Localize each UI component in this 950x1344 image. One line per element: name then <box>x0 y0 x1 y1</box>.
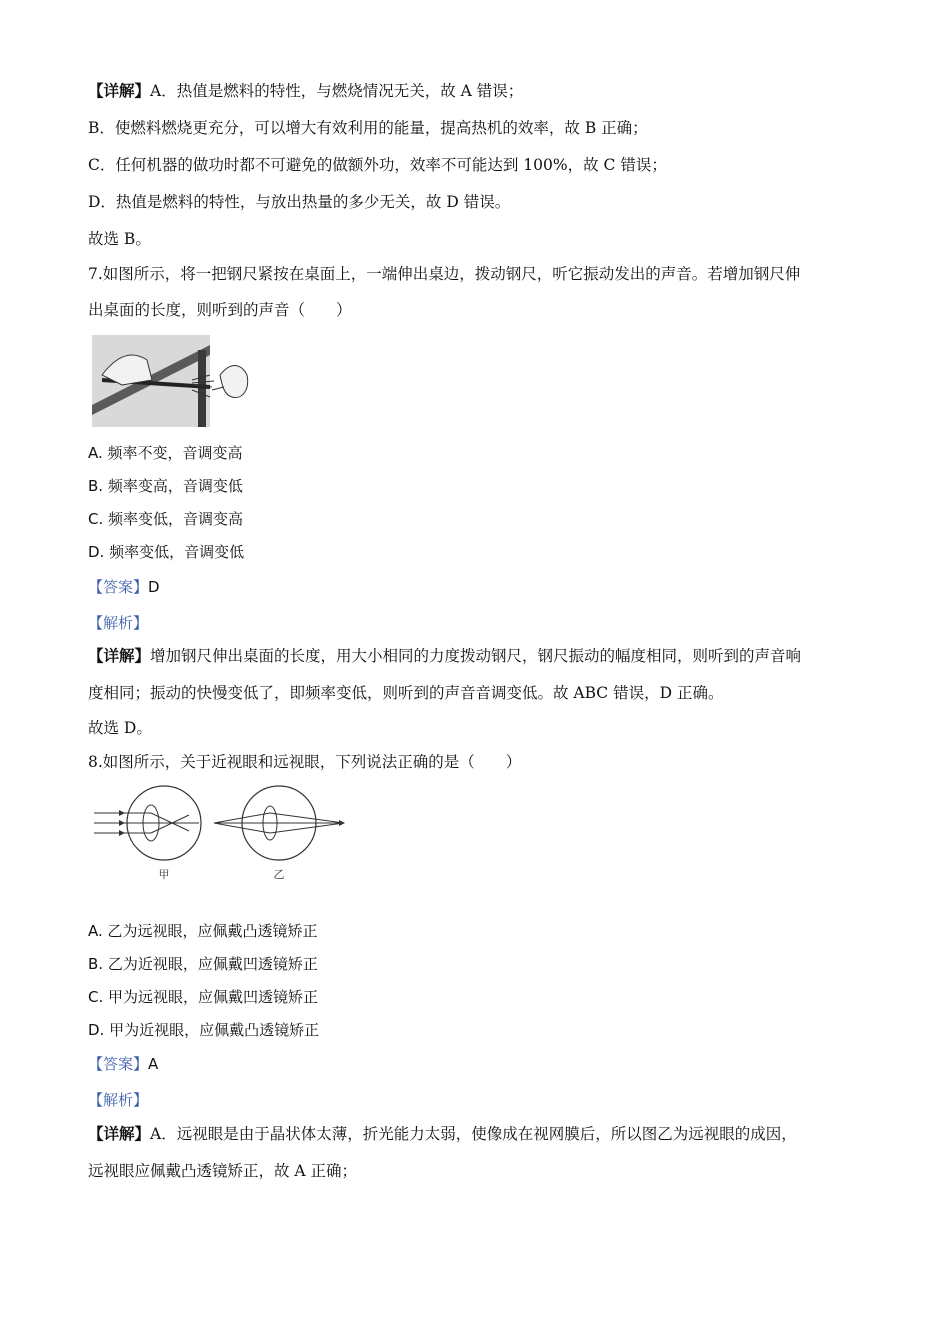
detail-text: 增加钢尺伸出桌面的长度，用大小相同的力度拨动钢尺，钢尺振动的幅度相同，则听到的声音响 <box>150 647 802 665</box>
detail-text: A．远视眼是由于晶状体太薄，折光能力太弱，使像成在视网膜后，所以图乙为远视眼的成因， <box>150 1125 797 1143</box>
q8-option-c: C. 甲为远视眼，应佩戴凹透镜矫正 <box>88 988 319 1006</box>
q8-analysis-tag: 【解析】 <box>88 1091 149 1109</box>
q7-analysis-tag: 【解析】 <box>88 614 149 632</box>
arrow-head <box>339 820 345 826</box>
prev-detail-b: B．使燃料燃烧更充分，可以增大有效利用的能量，提高热机的效率，故 B 正确； <box>88 119 648 137</box>
arrow-head <box>119 820 125 826</box>
eye-diagram-figure <box>94 783 354 883</box>
arrow-head <box>119 810 125 816</box>
ray <box>151 813 189 831</box>
ray <box>270 823 344 833</box>
ruler-table-figure <box>92 335 257 427</box>
q8-answer <box>88 1053 158 1075</box>
q8-option-d: D. 甲为近视眼，应佩戴凸透镜矫正 <box>88 1021 320 1039</box>
detail-text: A．热值是燃料的特性，与燃烧情况无关，故 A 错误； <box>150 82 524 100</box>
q7-conclusion: 故选 D。 <box>88 719 152 737</box>
q7-detail-line1 <box>88 645 801 667</box>
q8-detail-line2: 远视眼应佩戴凸透镜矫正，故 A 正确； <box>88 1162 358 1180</box>
q7-option-a: A. 频率不变，音调变高 <box>88 444 243 462</box>
arrow-head <box>119 830 125 836</box>
q8-option-b: B. 乙为近视眼，应佩戴凹透镜矫正 <box>88 955 318 973</box>
q7-option-c: C. 频率变低，音调变高 <box>88 510 244 528</box>
q7-detail-line2: 度相同；振动的快慢变低了，即频率变低，则听到的声音音调变低。故 ABC 错误，D 正确。 <box>88 684 724 702</box>
answer-value: D <box>148 578 160 596</box>
q7-option-b: B. 频率变高，音调变低 <box>88 477 243 495</box>
q8-option-a: A. 乙为远视眼，应佩戴凸透镜矫正 <box>88 922 318 940</box>
q7-option-d: D. 频率变低，音调变低 <box>88 543 245 561</box>
ray <box>270 813 344 823</box>
fig-label-jia: 甲 <box>158 868 170 881</box>
prev-detail-d: D．热值是燃料的特性，与放出热量的多少无关，故 D 错误。 <box>88 193 511 211</box>
answer-tag: 【答案】 <box>88 1055 149 1073</box>
fig-label-yi: 乙 <box>273 868 285 881</box>
detail-tag: 【详解】 <box>88 81 151 100</box>
detail-tag: 【详解】 <box>88 646 151 665</box>
prev-detail-a <box>88 80 523 102</box>
finger-pluck <box>212 387 224 390</box>
answer-tag: 【答案】 <box>88 578 149 596</box>
prev-detail-c: C．任何机器的做功时都不可避免的做额外功，效率不可能达到 100%，故 C 错误； <box>88 156 667 174</box>
q8-stem: 8.如图所示，关于近视眼和远视眼，下列说法正确的是（ ） <box>88 753 522 771</box>
prev-conclusion: 故选 B。 <box>88 230 151 248</box>
right-hand <box>220 366 248 398</box>
ray <box>151 815 189 833</box>
q7-stem-line1: 7.如图所示，将一把钢尺紧按在桌面上，一端伸出桌边，拨动钢尺，听它振动发出的声音。若增加钢尺伸 <box>88 265 801 283</box>
q7-stem-line2: 出桌面的长度，则听到的声音（ ） <box>88 301 352 319</box>
answer-value: A <box>148 1055 159 1073</box>
detail-tag: 【详解】 <box>88 1124 151 1143</box>
q8-detail-line1 <box>88 1123 797 1145</box>
q7-answer <box>88 576 160 598</box>
